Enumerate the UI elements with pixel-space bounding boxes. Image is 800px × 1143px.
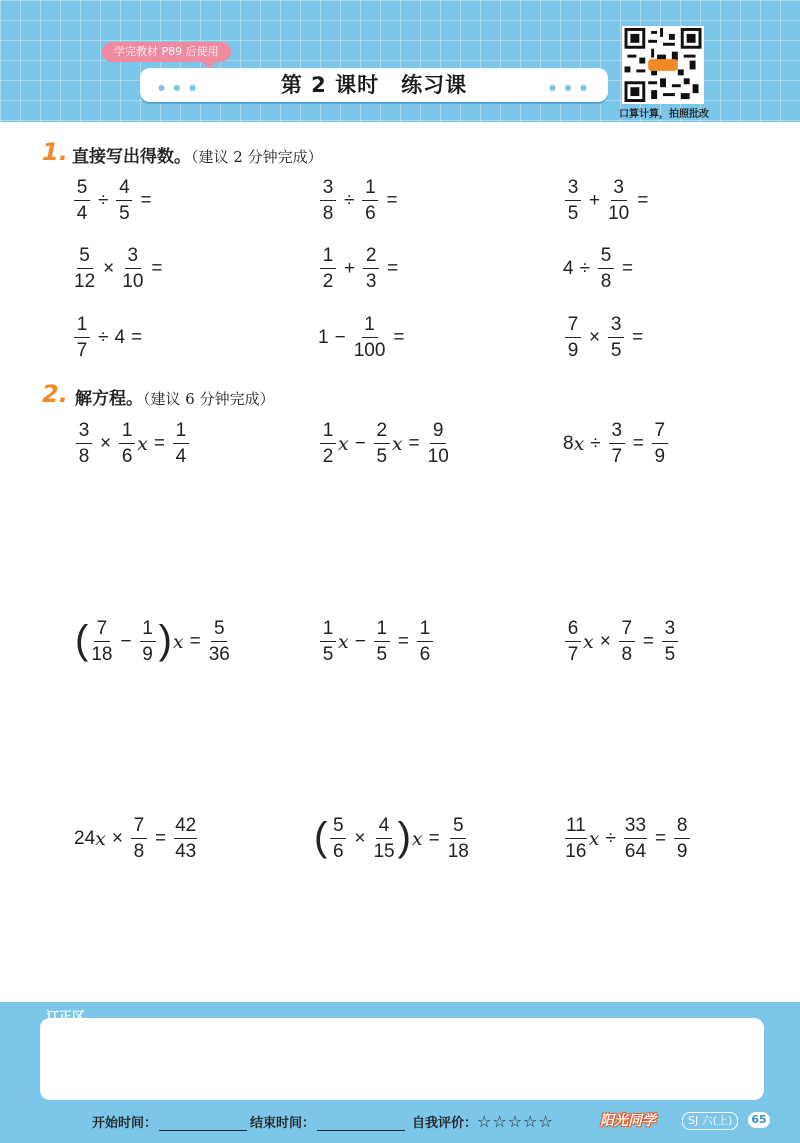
numerator: 33	[624, 816, 647, 839]
numerator: 1	[417, 619, 433, 642]
numerator: 7	[652, 421, 668, 444]
fraction	[74, 315, 90, 360]
s2-problem-8	[313, 816, 471, 861]
s1-problem-8	[318, 315, 411, 360]
fraction	[565, 816, 587, 861]
section2-note: （建议 6 分钟完成）	[143, 390, 275, 408]
denominator: 8	[78, 446, 90, 467]
brand-logo: 阳光同学	[600, 1113, 656, 1129]
denominator: 5	[376, 644, 388, 665]
fraction	[609, 421, 625, 466]
operator: =	[386, 189, 398, 211]
operator: =	[131, 326, 143, 348]
number: 4	[563, 257, 574, 279]
operator: =	[393, 326, 405, 348]
fraction	[373, 816, 394, 861]
denominator: 8	[322, 203, 334, 224]
fraction	[74, 178, 90, 223]
numerator: 6	[565, 619, 581, 642]
numerator: 1	[320, 421, 336, 444]
operator: ×	[103, 257, 115, 279]
numerator: 3	[76, 421, 92, 444]
denominator: 16	[565, 841, 587, 862]
denominator: 5	[322, 644, 334, 665]
numerator: 5	[211, 619, 227, 642]
denominator: 10	[608, 203, 630, 224]
numerator: 1	[374, 619, 390, 642]
start-time-label: 开始时间：	[92, 1116, 158, 1131]
denominator: 100	[353, 340, 386, 361]
s2-problem-2	[318, 421, 451, 466]
operator: =	[408, 432, 420, 454]
operator: ×	[599, 630, 611, 652]
fraction	[320, 421, 336, 466]
end-time-label: 结束时间：	[250, 1116, 316, 1131]
variable: x	[172, 630, 184, 653]
denominator: 8	[621, 644, 633, 665]
operator: ×	[354, 827, 366, 849]
numerator: 1	[74, 315, 90, 338]
operator: =	[632, 432, 644, 454]
fraction	[131, 816, 147, 861]
operator: ÷	[344, 189, 355, 211]
variable: x	[583, 630, 594, 653]
fraction	[428, 421, 449, 466]
numerator: 2	[363, 246, 379, 269]
s1-problem-9	[563, 315, 649, 360]
fraction	[363, 246, 379, 291]
numerator: 3	[611, 178, 627, 201]
operator: ×	[100, 432, 112, 454]
fraction	[565, 619, 581, 664]
variable: x	[95, 827, 106, 850]
numerator: 1	[362, 315, 378, 338]
operator: −	[334, 326, 346, 348]
fraction	[320, 178, 336, 223]
denominator: 10	[427, 446, 449, 467]
denominator: 10	[122, 271, 144, 292]
denominator: 6	[333, 841, 344, 862]
fraction	[320, 619, 336, 664]
numerator: 1	[362, 178, 378, 201]
numerator: 7	[131, 816, 147, 839]
numerator: 7	[94, 619, 110, 642]
numerator: 1	[140, 619, 156, 642]
numerator: 8	[674, 816, 690, 839]
s1-problem-1	[72, 178, 158, 223]
s1-problem-3	[563, 178, 654, 223]
denominator: 6	[121, 446, 133, 467]
parenthesis: (	[75, 617, 89, 662]
numerator: 3	[320, 178, 336, 201]
numerator: 7	[565, 315, 581, 338]
fraction	[417, 619, 433, 664]
denominator: 5	[664, 644, 676, 665]
variable: x	[391, 432, 403, 455]
operator: =	[642, 630, 654, 652]
denominator: 43	[175, 841, 197, 862]
operator: ÷	[579, 257, 591, 279]
section2-number: 2.	[42, 380, 68, 408]
fraction	[652, 421, 668, 466]
s2-problem-7	[74, 816, 199, 861]
operator: ÷	[590, 432, 601, 454]
s2-problem-1	[74, 421, 191, 466]
start-time-blank[interactable]	[159, 1116, 247, 1131]
denominator: 5	[567, 203, 579, 224]
qr-code-icon[interactable]	[622, 26, 704, 104]
fraction	[608, 178, 629, 223]
fraction	[209, 619, 230, 664]
numerator: 3	[662, 619, 678, 642]
numerator: 5	[598, 246, 614, 269]
operator: ×	[111, 827, 123, 849]
operator: =	[140, 189, 152, 211]
operator: ×	[589, 326, 601, 348]
operator: +	[344, 257, 356, 279]
denominator: 12	[74, 271, 96, 292]
fraction	[374, 619, 390, 664]
correction-area[interactable]	[40, 1018, 764, 1100]
variable: x	[137, 432, 148, 455]
section2-heading	[75, 384, 275, 409]
fraction	[354, 315, 386, 360]
s2-problem-3	[563, 421, 670, 466]
parenthesis: (	[314, 814, 328, 859]
denominator: 8	[133, 841, 145, 862]
numerator: 1	[320, 619, 336, 642]
title-bar	[140, 68, 608, 102]
start-time-row	[92, 1112, 247, 1131]
fraction	[662, 619, 678, 664]
denominator: 15	[373, 841, 395, 862]
page-number: 65	[748, 1112, 770, 1128]
s2-problem-9	[563, 816, 692, 861]
usage-hint-tag: 学完教材 P89 后使用	[102, 42, 231, 62]
denominator: 2	[322, 446, 334, 467]
fraction	[448, 816, 469, 861]
section1-number: 1.	[42, 138, 68, 166]
s1-problem-6	[563, 246, 639, 291]
s1-problem-4	[72, 246, 169, 291]
end-time-row	[250, 1112, 405, 1131]
denominator: 18	[447, 841, 469, 862]
section1-heading	[72, 142, 323, 167]
grade-badge: SJ 六(上)	[682, 1112, 738, 1130]
page-title: 第 2 课时 练习课	[280, 73, 468, 97]
numerator: 4	[116, 178, 132, 201]
denominator: 6	[365, 203, 376, 224]
numerator: 9	[430, 421, 446, 444]
operator: =	[397, 630, 409, 652]
operator: ÷	[98, 189, 109, 211]
operator: =	[655, 827, 667, 849]
fraction	[76, 421, 92, 466]
operator: ÷	[605, 827, 616, 849]
denominator: 5	[610, 340, 622, 361]
section1-title: 直接写出得数。	[72, 147, 191, 167]
fraction	[116, 178, 132, 223]
operator: −	[354, 630, 366, 652]
denominator: 7	[567, 644, 579, 665]
qr-caption: 口算计算，拍照批改	[619, 109, 709, 120]
parenthesis: )	[158, 617, 172, 662]
numerator: 3	[609, 421, 625, 444]
numerator: 1	[173, 421, 189, 444]
rating-stars-icon[interactable]: ☆☆☆☆☆	[477, 1112, 554, 1131]
variable: x	[338, 432, 349, 455]
denominator: 4	[76, 203, 88, 224]
denominator: 7	[611, 446, 623, 467]
fraction	[173, 421, 189, 466]
denominator: 2	[322, 271, 334, 292]
section2-title: 解方程。	[75, 389, 143, 409]
fraction	[362, 178, 378, 223]
s2-problem-4	[74, 619, 232, 664]
operator: =	[622, 257, 634, 279]
fraction	[374, 421, 390, 466]
variable: x	[588, 827, 600, 850]
fraction	[140, 619, 156, 664]
denominator: 9	[654, 446, 666, 467]
numerator: 7	[619, 619, 635, 642]
fraction	[565, 315, 581, 360]
numerator: 3	[608, 315, 624, 338]
number: 1	[318, 326, 329, 348]
numerator: 4	[376, 816, 392, 839]
fraction	[608, 315, 624, 360]
fraction	[674, 816, 690, 861]
numerator: 42	[174, 816, 197, 839]
self-eval-label: 自我评价：	[412, 1116, 478, 1131]
number: 4	[114, 326, 126, 348]
denominator: 36	[208, 644, 230, 665]
fraction	[598, 246, 614, 291]
fraction	[119, 421, 135, 466]
fraction	[619, 619, 635, 664]
variable: x	[411, 827, 423, 850]
fraction	[624, 816, 647, 861]
denominator: 18	[91, 644, 113, 665]
end-time-blank[interactable]	[317, 1116, 405, 1131]
denominator: 8	[600, 271, 612, 292]
section1-note: （建议 2 分钟完成）	[191, 148, 323, 166]
variable: x	[573, 432, 585, 455]
operator: =	[428, 827, 440, 849]
numerator: 3	[125, 246, 141, 269]
s2-problem-6	[563, 619, 680, 664]
denominator: 64	[624, 841, 647, 862]
s2-problem-5	[318, 619, 435, 664]
operator: =	[637, 189, 649, 211]
numerator: 3	[565, 178, 581, 201]
fraction	[320, 246, 336, 291]
numerator: 2	[374, 421, 390, 444]
correction-label: 订正区	[46, 1010, 86, 1025]
fraction	[74, 246, 95, 291]
denominator: 6	[419, 644, 431, 665]
denominator: 9	[567, 340, 579, 361]
operator: =	[632, 326, 644, 348]
denominator: 9	[142, 644, 153, 665]
operator: −	[354, 432, 366, 454]
number: 24	[74, 827, 96, 849]
number: 8	[563, 432, 574, 454]
operator: ÷	[98, 326, 109, 348]
title-decoration-left: ● ● ●	[158, 83, 200, 92]
fraction	[565, 178, 581, 223]
denominator: 4	[175, 446, 187, 467]
operator: =	[189, 630, 201, 652]
variable: x	[338, 630, 349, 653]
qr-pattern	[624, 28, 702, 102]
operator: =	[387, 257, 399, 279]
fraction	[330, 816, 346, 861]
title-decoration-right: ● ● ●	[548, 83, 590, 92]
numerator: 1	[320, 246, 336, 269]
operator: =	[153, 432, 165, 454]
denominator: 5	[376, 446, 388, 467]
operator: =	[151, 257, 163, 279]
self-eval-row	[412, 1112, 554, 1131]
numerator: 11	[565, 816, 587, 839]
s1-problem-5	[318, 246, 404, 291]
s1-problem-2	[318, 178, 404, 223]
operator: +	[589, 189, 601, 211]
parenthesis: )	[397, 814, 411, 859]
numerator: 5	[330, 816, 346, 839]
fraction	[91, 619, 112, 664]
fraction	[122, 246, 143, 291]
numerator: 5	[450, 816, 466, 839]
denominator: 9	[676, 841, 688, 862]
fraction	[174, 816, 197, 861]
operator: =	[154, 827, 167, 849]
operator: −	[120, 630, 132, 652]
numerator: 5	[74, 178, 90, 201]
denominator: 7	[76, 340, 88, 361]
denominator: 5	[119, 203, 130, 224]
denominator: 3	[365, 271, 377, 292]
s1-problem-7	[72, 315, 148, 360]
numerator: 1	[119, 421, 135, 444]
numerator: 5	[77, 246, 93, 269]
